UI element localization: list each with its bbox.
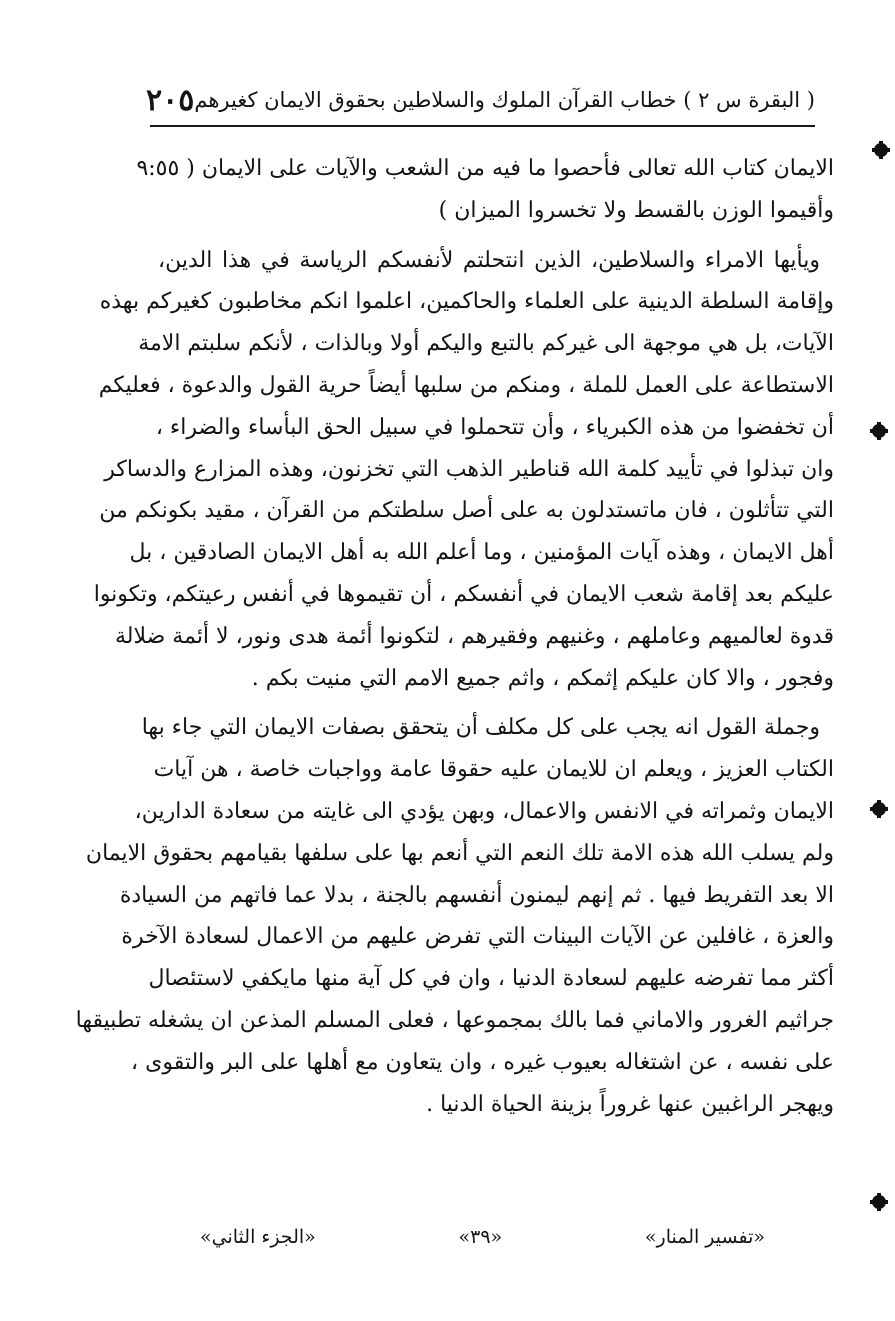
text-line: عليكم بعد إقامة شعب الايمان في أنفسكم ، أن تقيموها في أنفس رعيتكم، وتكونوا [93, 581, 834, 607]
text-line: ويأيها الامراء والسلاطين، الذين انتحلتم لأنفسكم الرياسة في هذا الدين، [158, 247, 820, 273]
text-line: جراثيم الغرور والاماني فما بالك بمجموعها ، فعلى المسلم المذعن ان يشغله تطبيقها [75, 1007, 834, 1033]
text-line: الايمان كتاب الله تعالى فأحصوا ما فيه من الشعب والآيات على الايمان ( ٩:٥٥ [136, 156, 834, 181]
text-line: الايمان وثمراته في الانفس والاعمال، وبهن يؤدي الى غايته من سعادة الدارين، [134, 798, 834, 824]
text-line: وأقيموا الوزن بالقسط ولا تخسروا الميزان ) [438, 197, 834, 223]
text-line: وجملة القول انه يجب على كل مكلف أن يتحقق بصفات الايمان التي جاء بها [141, 715, 820, 741]
text-line: قدوة لعالميهم وعاملهم ، وغنيهم وفقيرهم ، لتكونوا أئمة هدى ونور، لا أئمة ضلالة [115, 623, 834, 649]
text-line: أن تخفضوا من هذه الكبرياء ، وأن تتحملوا في سبيل الحق البأساء والضراء ، [155, 414, 834, 440]
text-line: والعزة ، غافلين عن الآيات البينات التي تفرض عليهم من الاعمال لسعادة الآخرة [121, 924, 834, 950]
header-rule [150, 125, 815, 127]
text-line: التي تتأثلون ، فان ماتستدلون به على أصل سلطتكم من القرآن ، مقيد بكونكم من [99, 498, 834, 524]
text-line: على نفسه ، عن اشتغاله بعيوب غيره ، وان يتعاون مع أهلها على البر والتقوى ، [131, 1049, 834, 1075]
text-line: وفجور ، والا كان عليكم إثمكم ، واثم جميع الامم التي منيت بكم . [251, 665, 834, 691]
footer-volume: «الجزء الثاني» [200, 1226, 316, 1248]
text-line: أكثر مما تفرضه عليهم لسعادة الدنيا ، وان في كل آية منها مايكفي لاستئصال [148, 966, 834, 992]
page-number: ٢٠٥ [146, 82, 195, 118]
text-line: ويهجر الراغبين عنها غروراً بزينة الحياة الدنيا . [426, 1091, 834, 1117]
text-line: وان تبذلوا في تأييد كلمة الله قناطير الذهب التي تخزنون، وهذه المزارع والدساكر [104, 456, 834, 482]
page-header [146, 82, 815, 118]
running-title: ( البقرة س ٢ ) خطاب القرآن الملوك والسلاطين بحقوق الايمان كغيرهم [194, 88, 815, 112]
text-line: الا بعد التفريط فيها . ثم إنهم ليمنون أنفسهم بالجنة ، بدلا عما فاتهم من السيادة [119, 882, 834, 908]
page-footer [200, 1222, 765, 1252]
text-line: الكتاب العزيز ، ويعلم ان للايمان عليه حقوقا عامة وواجبات خاصة ، هن آيات [153, 757, 834, 783]
text-line: الآيات، بل هي موجهة الى غيركم بالتبع واليكم أولا وبالذات ، لأنكم سلبتم الامة [138, 331, 834, 357]
text-line: وإقامة السلطة الدينية على العلماء والحاكمين، اعلموا انكم مخاطبون كغيركم بهذه [99, 289, 834, 315]
punch-hole-mark [872, 802, 886, 816]
punch-hole-mark [874, 143, 888, 157]
body-text [75, 148, 834, 1125]
punch-hole-mark [872, 1195, 886, 1209]
footer-book-title: «تفسير المنار» [644, 1226, 765, 1248]
text-line: الاستطاعة على العمل للملة ، ومنكم من سلبها أيضاً حرية القول والدعوة ، فعليكم [98, 372, 834, 398]
punch-hole-mark [872, 424, 886, 438]
text-line: ولم يسلب الله هذه الامة تلك النعم التي أنعم بها على سلفها بقيامهم بحقوق الايمان [85, 840, 834, 866]
text-line: أهل الايمان ، وهذه آيات المؤمنين ، وما أعلم الله به أهل الايمان الصادقين ، بل [129, 540, 834, 566]
footer-signature-number: «٣٩» [458, 1226, 503, 1248]
